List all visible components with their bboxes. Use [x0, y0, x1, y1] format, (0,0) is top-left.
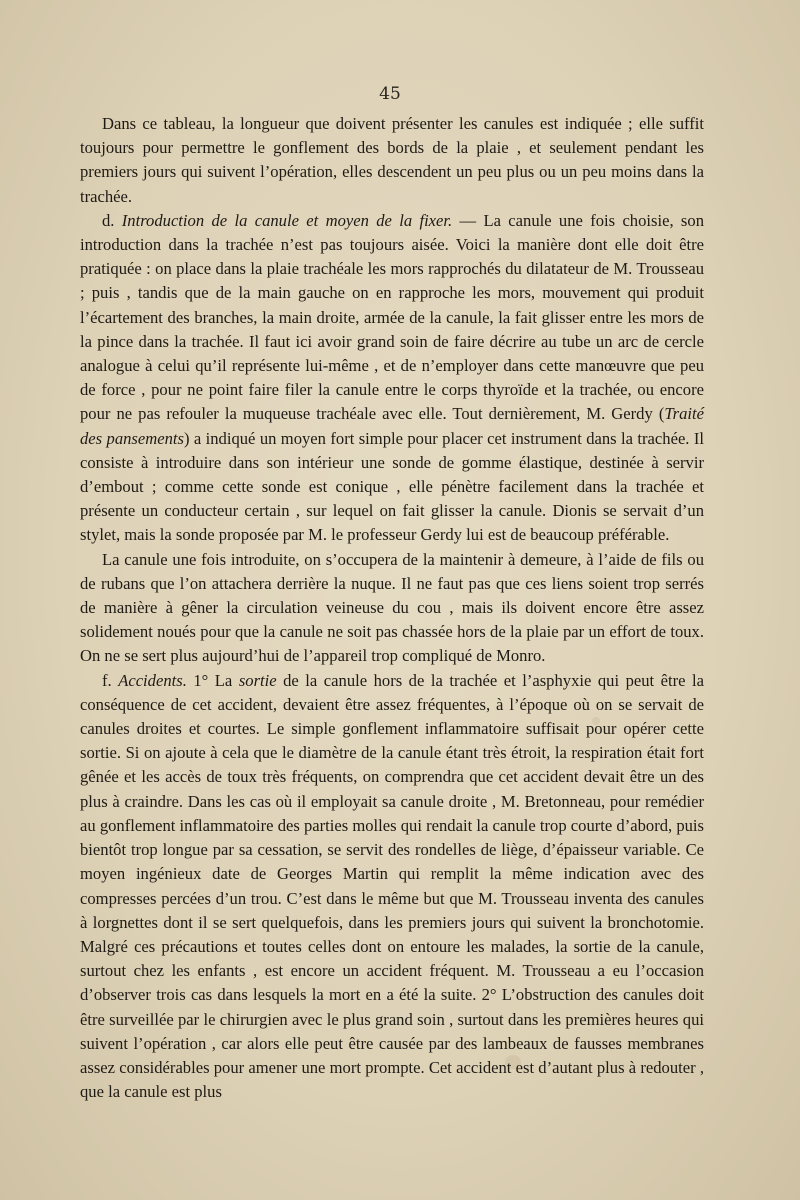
- body-text: [80, 112, 704, 1104]
- text-run: — La canule une fois choisie, son introduction dans la trachée n’est pas toujours aisée. Voici la manière dont elle doit être pratiquée : on place dans la plaie trachéale les mors rapprochés du dilatateur de M. Trousseau ; puis , tandis que de la main gauche on en rapproche les mors, mouvement qui produit l’écartement des branches, la main droite, armée de la canule, la fait glisser entre les mors de la pince dans la trachée. Il faut ici avoir grand soin de faire décrire au tube un arc de cercle analogue à celui qu’il représente lui-même , et de n’employer dans cette manœuvre que peu de force , pour ne point faire filer la canule entre le corps thyroïde et la trachée, ou encore pour ne pas refouler la muqueuse trachéale avec elle. Tout dernièrement, M. Gerdy (: [80, 210, 704, 424]
- italic-text: sortie: [238, 670, 277, 690]
- text-run: Dans ce tableau, la longueur que doivent présenter les canules est indiquée ; elle suffit toujours pour permettre le gonflement des bords de la plaie , et seulement pendant les premiers jours qui suivent l’opération, elles descendent un peu plus ou un peu moins dans la trachée.: [80, 114, 704, 206]
- text-run: d.: [102, 210, 122, 230]
- text-run: ) a indiqué un moyen fort simple pour placer cet instrument dans la trachée. Il consiste à introduire dans son intérieur une sonde de gomme élastique, destinée à servir d’embout ; comme cette sonde est conique , elle pénètre facilement dans la trachée et présente un conducteur certain , sur lequel on fait glisser la canule. Dionis se servait d’un stylet, mais la sonde proposée par M. le professeur Gerdy lui est de beaucoup préférable.: [80, 428, 704, 545]
- italic-text: Introduction de la canule et moyen de la fixer.: [121, 210, 453, 230]
- text-run: de la canule hors de la trachée et l’asphyxie qui peut être la conséquence de cet accident, devaient être assez fréquentes, à l’époque où on se servait de canules droites et courtes. Le simple gonflement inflammatoire suffisait pour opérer cette sortie. Si on ajoute à cela que le diamètre de la canule étant très étroit, la respiration était fort gênée et les accès de toux très fréquents, on comprendra que cet accident devait être un des plus à craindre. Dans les cas où il employait sa canule droite , M. Bretonneau, pour remédier au gonflement inflammatoire des parties molles qui rendait la canule trop courte d’abord, puis bientôt trop longue par sa cessation, se servit des rondelles de liège, d’épaisseur variable. Ce moyen ingénieux date de Georges Martin qui remplit la même indication avec des compresses percées d’un trou. C’est dans le même but que M. Trousseau inventa des canules à lorgnettes dont il se sert quelquefois, dans les premiers jours qui suivent la bronchotomie. Malgré ces précautions et toutes celles dont on entoure les malades, la sortie de la canule, surtout chez les enfants , est encore un accident fréquent. M. Trousseau a eu l’occasion d’observer trois cas dans lesquels la mort en a été la suite. 2° L’obstruction des canules doit être surveillée par le chirurgien avec le plus grand soin , surtout dans les premières heures qui suivent l’opération , car alors elle peut être causée par des lambeaux de fausses membranes assez considérables pour amener une mort prompte. Cet accident est d’autant plus à redouter , que la canule est plus: [80, 670, 704, 1102]
- italic-text: Traité des pansements: [80, 404, 704, 448]
- paragraph-introduction-canule: [80, 209, 704, 548]
- paragraph-maintien-canule: [80, 548, 704, 669]
- paragraph-tableau: [80, 112, 704, 209]
- italic-text: Accidents.: [118, 670, 187, 690]
- paragraph-accidents: [80, 669, 704, 1105]
- text-run: 1° La: [186, 670, 239, 690]
- page-number: 45: [379, 84, 401, 104]
- text-run: f.: [102, 670, 119, 690]
- text-run: La canule une fois introduite, on s’occupera de la maintenir à demeure, à l’aide de fils ou de rubans que l’on attachera derrière la nuque. Il ne faut pas que ces liens soient trop serrés de manière à gêner la circulation veineuse du cou , mais ils doivent encore être assez solidement noués pour que la canule ne soit pas chassée hors de la plaie par un effort de toux. On ne se sert plus aujourd’hui de l’appareil trop compliqué de Monro.: [80, 549, 704, 666]
